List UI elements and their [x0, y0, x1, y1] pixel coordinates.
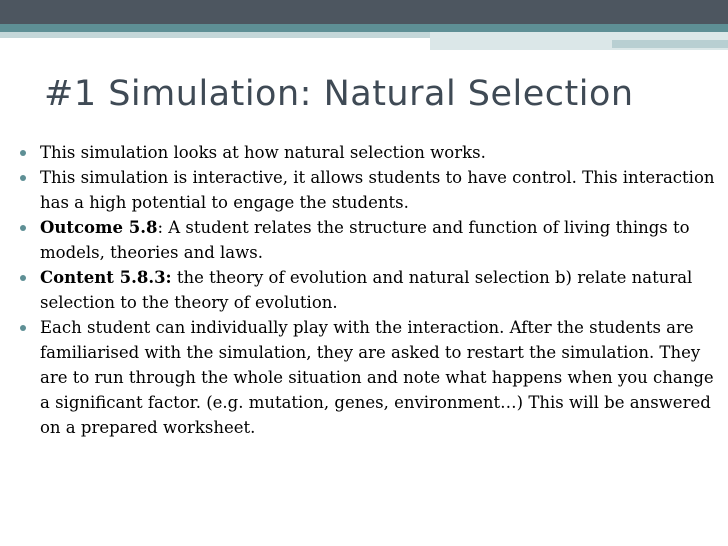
bullet-list [18, 140, 718, 440]
slide-title: #1 Simulation: Natural Selection [44, 74, 634, 114]
bullet-item [18, 140, 718, 165]
bullet-item [18, 165, 718, 215]
bullet-text: : A student relates the structure and function of living things to models, theories and laws. [40, 218, 690, 262]
header-accent-inner-bar [612, 40, 728, 48]
bullet-dot-icon [20, 150, 26, 156]
header-bar-dark [0, 0, 728, 24]
bullet-bold-text: Outcome 5.8 [40, 218, 158, 237]
bullet-item [18, 315, 718, 440]
bullet-bold-text: Content 5.8.3: [40, 268, 172, 287]
bullet-item [18, 265, 718, 315]
header-bar-teal [0, 24, 728, 32]
bullet-dot-icon [20, 325, 26, 331]
bullet-text: the theory of evolution and natural selection b) relate natural selection to the theory of evolution. [40, 268, 693, 312]
bullet-dot-icon [20, 225, 26, 231]
bullet-dot-icon [20, 175, 26, 181]
bullet-text: This simulation looks at how natural selection works. [40, 143, 486, 162]
bullet-text: Each student can individually play with the interaction. After the students are familiarised with the simulation, they are asked to restart the simulation. They are to run through the whole situation and note what happens when you change a significant factor. (e.g. mutation, genes, environment…) This will be answered on a prepared worksheet. [40, 318, 714, 437]
bullet-item [18, 215, 718, 265]
bullet-text: This simulation is interactive, it allows students to have control. This interaction has a high potential to engage the students. [40, 168, 715, 212]
bullet-dot-icon [20, 275, 26, 281]
